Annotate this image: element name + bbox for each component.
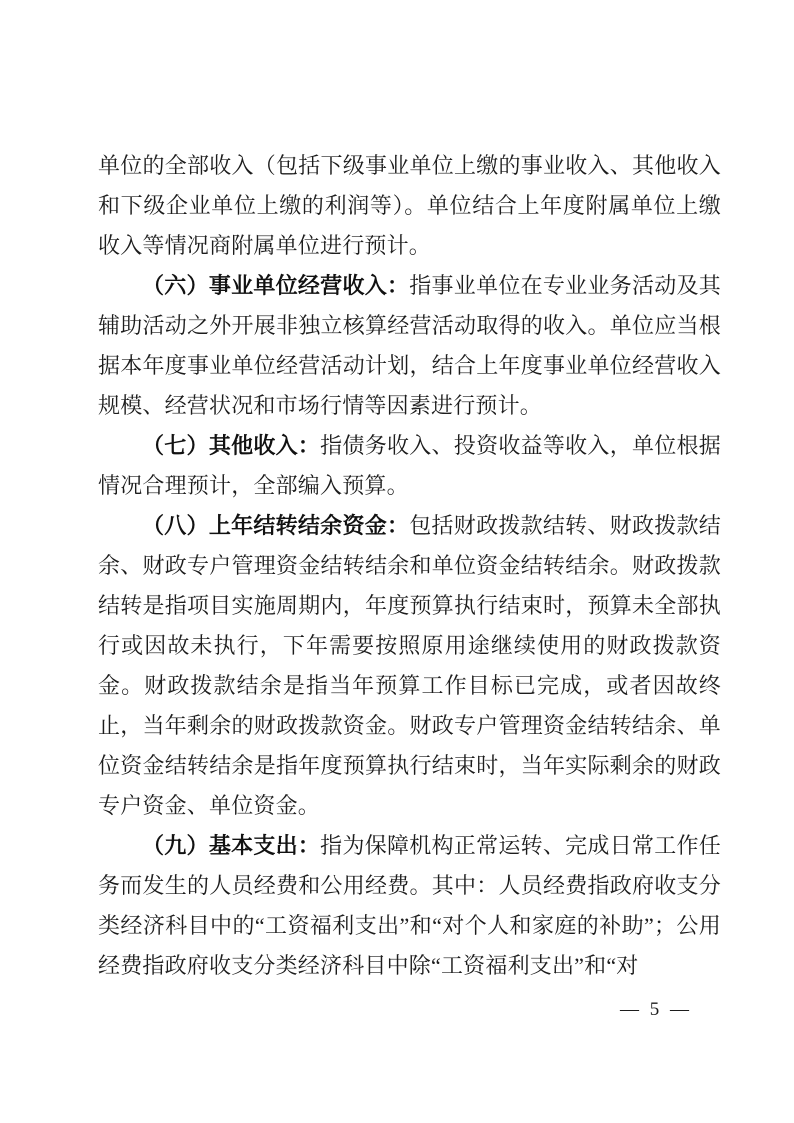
paragraph-text: 单位的全部收入（包括下级事业单位上缴的事业收入、其他收入和下级企业单位上缴的利润等）。单位结合上年度附属单位上缴收入等情况商附属单位进行预计。	[98, 153, 721, 258]
paragraph-item-6	[98, 266, 721, 426]
paragraph-text: 指为保障机构正常运转、完成日常工作任务而发生的人员经费和公用经费。其中：人员经费指政府收支分类经济科目中的“工资福利支出”和“对个人和家庭的补助”；公用经费指政府收支分类经济科目中除“工资福利支出”和“对	[98, 833, 721, 978]
paragraph-item-7	[98, 426, 721, 506]
document-body	[98, 146, 721, 986]
paragraph-text: 包括财政拨款结转、财政拨款结余、财政专户管理资金结转结余和单位资金结转结余。财政拨款结转是指项目实施周期内，年度预算执行结束时，预算未全部执行或因故未执行，下年需要按照原用途继续使用的财政拨款资金。财政拨款结余是指当年预算工作目标已完成，或者因故终止，当年剩余的财政拨款资金。财政专户管理资金结转结余、单位资金结转结余是指年度预算执行结束时，当年实际剩余的财政专户资金、单位资金。	[98, 513, 721, 818]
page-number: — 5 —	[620, 999, 692, 1020]
paragraph-continuation	[98, 146, 721, 266]
term-heading-basic-expenditure: （九）基本支出：	[142, 833, 321, 858]
term-heading-other-income: （七）其他收入：	[142, 433, 321, 458]
paragraph-text: 指债务收入、投资收益等收入，单位根据情况合理预计，全部编入预算。	[98, 433, 721, 498]
paragraph-item-8	[98, 506, 721, 826]
term-heading-business-operating-income: （六）事业单位经营收入：	[142, 273, 410, 298]
paragraph-text: 指事业单位在专业业务活动及其辅助活动之外开展非独立核算经营活动取得的收入。单位应当根据本年度事业单位经营活动计划，结合上年度事业单位经营收入规模、经营状况和市场行情等因素进行预计。	[98, 273, 721, 418]
paragraph-item-9	[98, 826, 721, 986]
term-heading-carryover-surplus-funds: （八）上年结转结余资金：	[142, 513, 410, 538]
